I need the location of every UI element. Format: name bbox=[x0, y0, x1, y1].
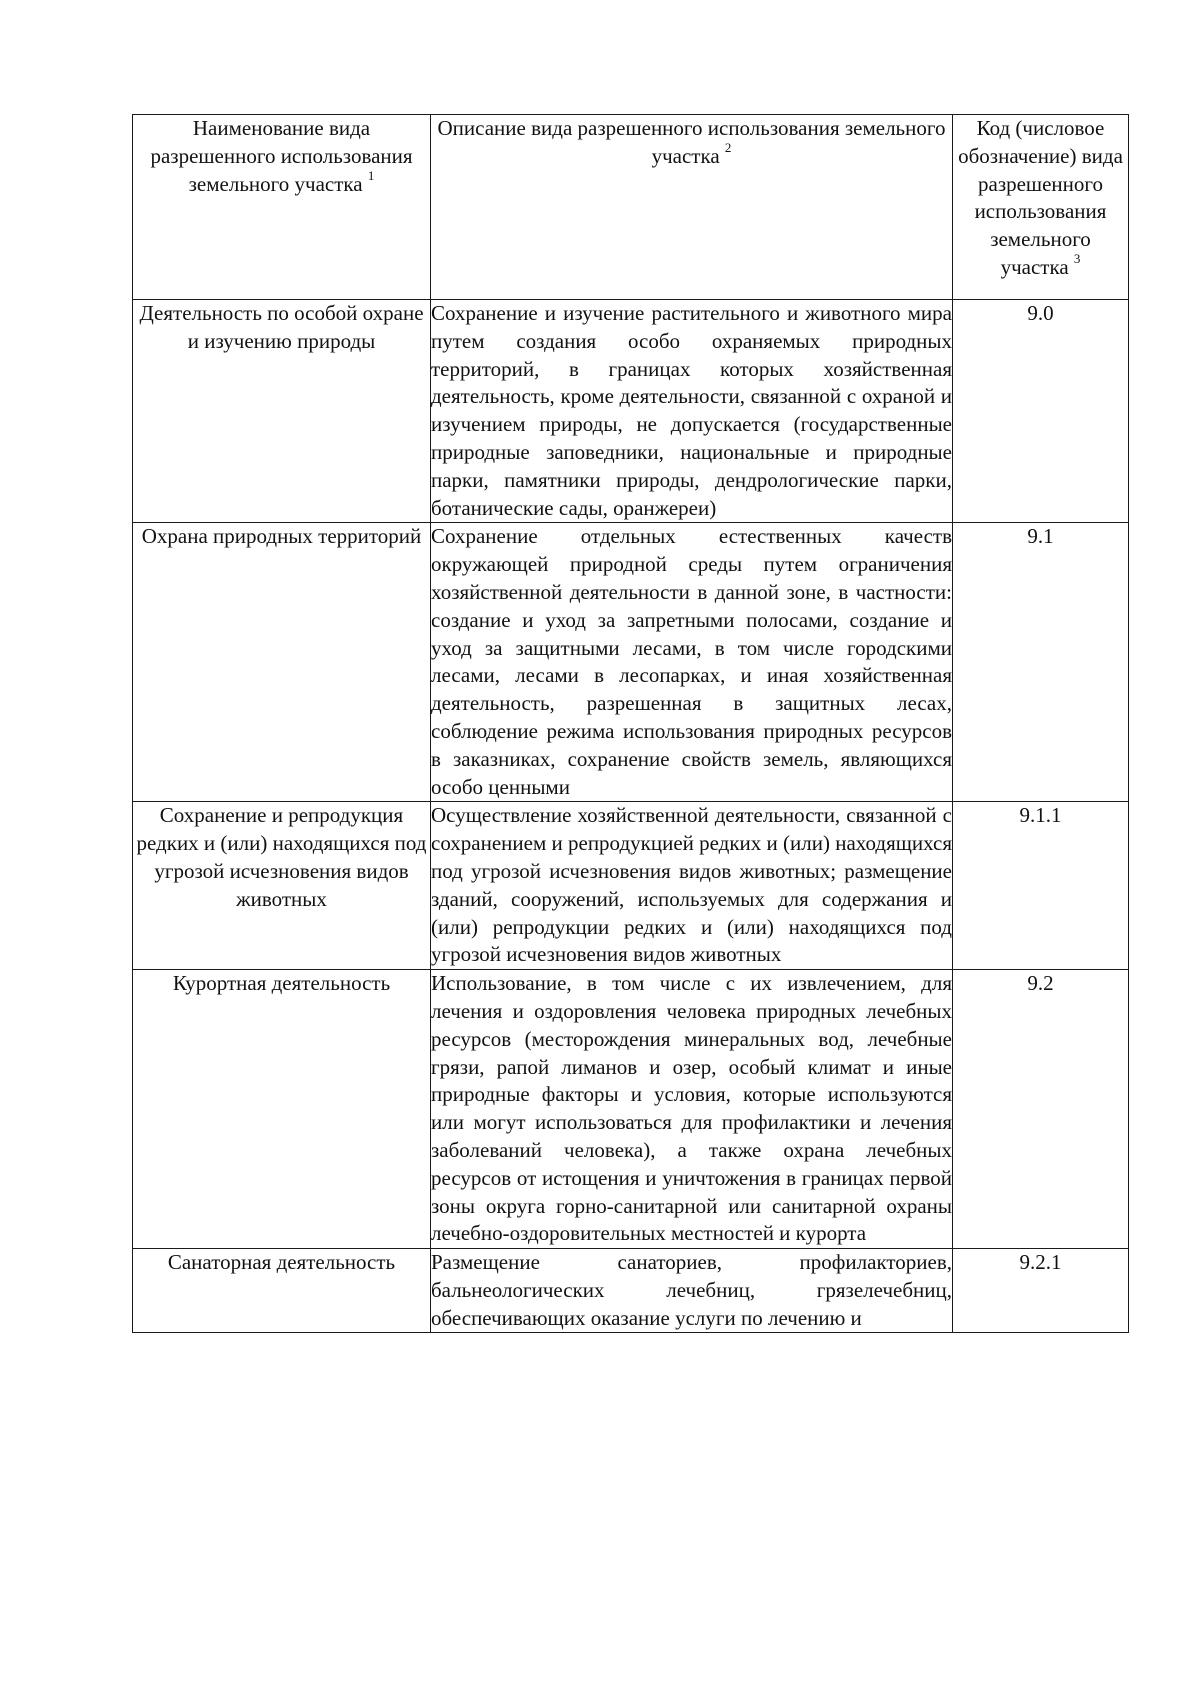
use-name-cell: Сохранение и репродукция редких и (или) находящихся под угрозой исчезновения видов животных bbox=[133, 802, 431, 970]
table-row bbox=[133, 802, 1129, 970]
header-code-cell bbox=[953, 115, 1129, 300]
use-code-cell: 9.2.1 bbox=[953, 1249, 1129, 1333]
header-description-cell bbox=[431, 115, 953, 300]
header-code-text: Код (числовое обозначение) вида разрешенного использования земельного участка bbox=[958, 116, 1123, 279]
use-description-cell: Осуществление хозяйственной деятельности, связанной с сохранением и репродукцией редких и (или) находящихся под угрозой исчезновения видов животных; размещение зданий, сооружений, используемых для содержания и (или) репродукции редких и (или) находящихся под угрозой исчезновения видов животных bbox=[431, 802, 953, 970]
header-description-text: Описание вида разрешенного использования земельного участка bbox=[437, 116, 946, 168]
footnote-2-marker: 2 bbox=[724, 139, 732, 155]
header-name-cell bbox=[133, 115, 431, 300]
footnote-1-marker: 1 bbox=[367, 167, 375, 183]
table-row bbox=[133, 300, 1129, 523]
use-name-cell: Курортная деятельность bbox=[133, 970, 431, 1249]
table-header-row bbox=[133, 115, 1129, 300]
table-row bbox=[133, 1249, 1129, 1333]
use-description-cell: Сохранение и изучение растительного и животного мира путем создания особо охраняемых природных территорий, в границах которых хозяйственная деятельность, кроме деятельности, связанной с охраной и изучением природы, не допускается (государственные природные заповедники, национальные и природные парки, памятники природы, дендрологические парки, ботанические сады, оранжереи) bbox=[431, 300, 953, 523]
use-code-cell: 9.0 bbox=[953, 300, 1129, 523]
use-description-cell: Сохранение отдельных естественных качеств окружающей природной среды путем ограничения хозяйственной деятельности в данной зоне, в частности: создание и уход за запретными полосами, создание и уход за защитными лесами, в том числе городскими лесами, лесами в лесопарках, и иная хозяйственная деятельность, разрешенная в защитных лесах, соблюдение режима использования природных ресурсов в заказниках, сохранение свойств земель, являющихся особо ценными bbox=[431, 523, 953, 802]
footnote-3-marker: 3 bbox=[1073, 250, 1081, 266]
use-code-cell: 9.1.1 bbox=[953, 802, 1129, 970]
table-row bbox=[133, 523, 1129, 802]
table-body bbox=[133, 115, 1129, 1333]
table-row bbox=[133, 970, 1129, 1249]
header-name-text: Наименование вида разрешенного использования земельного участка bbox=[150, 116, 413, 196]
use-description-cell: Размещение санаториев, профилакториев, бальнеологических лечебниц, грязелечебниц, обеспечивающих оказание услуги по лечению и bbox=[431, 1249, 953, 1333]
use-code-cell: 9.2 bbox=[953, 970, 1129, 1249]
land-use-table bbox=[132, 114, 1129, 1333]
use-description-cell: Использование, в том числе с их извлечением, для лечения и оздоровления человека природных лечебных ресурсов (месторождения минеральных вод, лечебные грязи, рапой лиманов и озер, особый климат и иные природные факторы и условия, которые используются или могут использоваться для профилактики и лечения заболеваний человека), а также охрана лечебных ресурсов от истощения и уничтожения в границах первой зоны округа горно-санитарной или санитарной охраны лечебно-оздоровительных местностей и курорта bbox=[431, 970, 953, 1249]
use-name-cell: Деятельность по особой охране и изучению природы bbox=[133, 300, 431, 523]
use-name-cell: Охрана природных территорий bbox=[133, 523, 431, 802]
use-name-cell: Санаторная деятельность bbox=[133, 1249, 431, 1333]
use-code-cell: 9.1 bbox=[953, 523, 1129, 802]
